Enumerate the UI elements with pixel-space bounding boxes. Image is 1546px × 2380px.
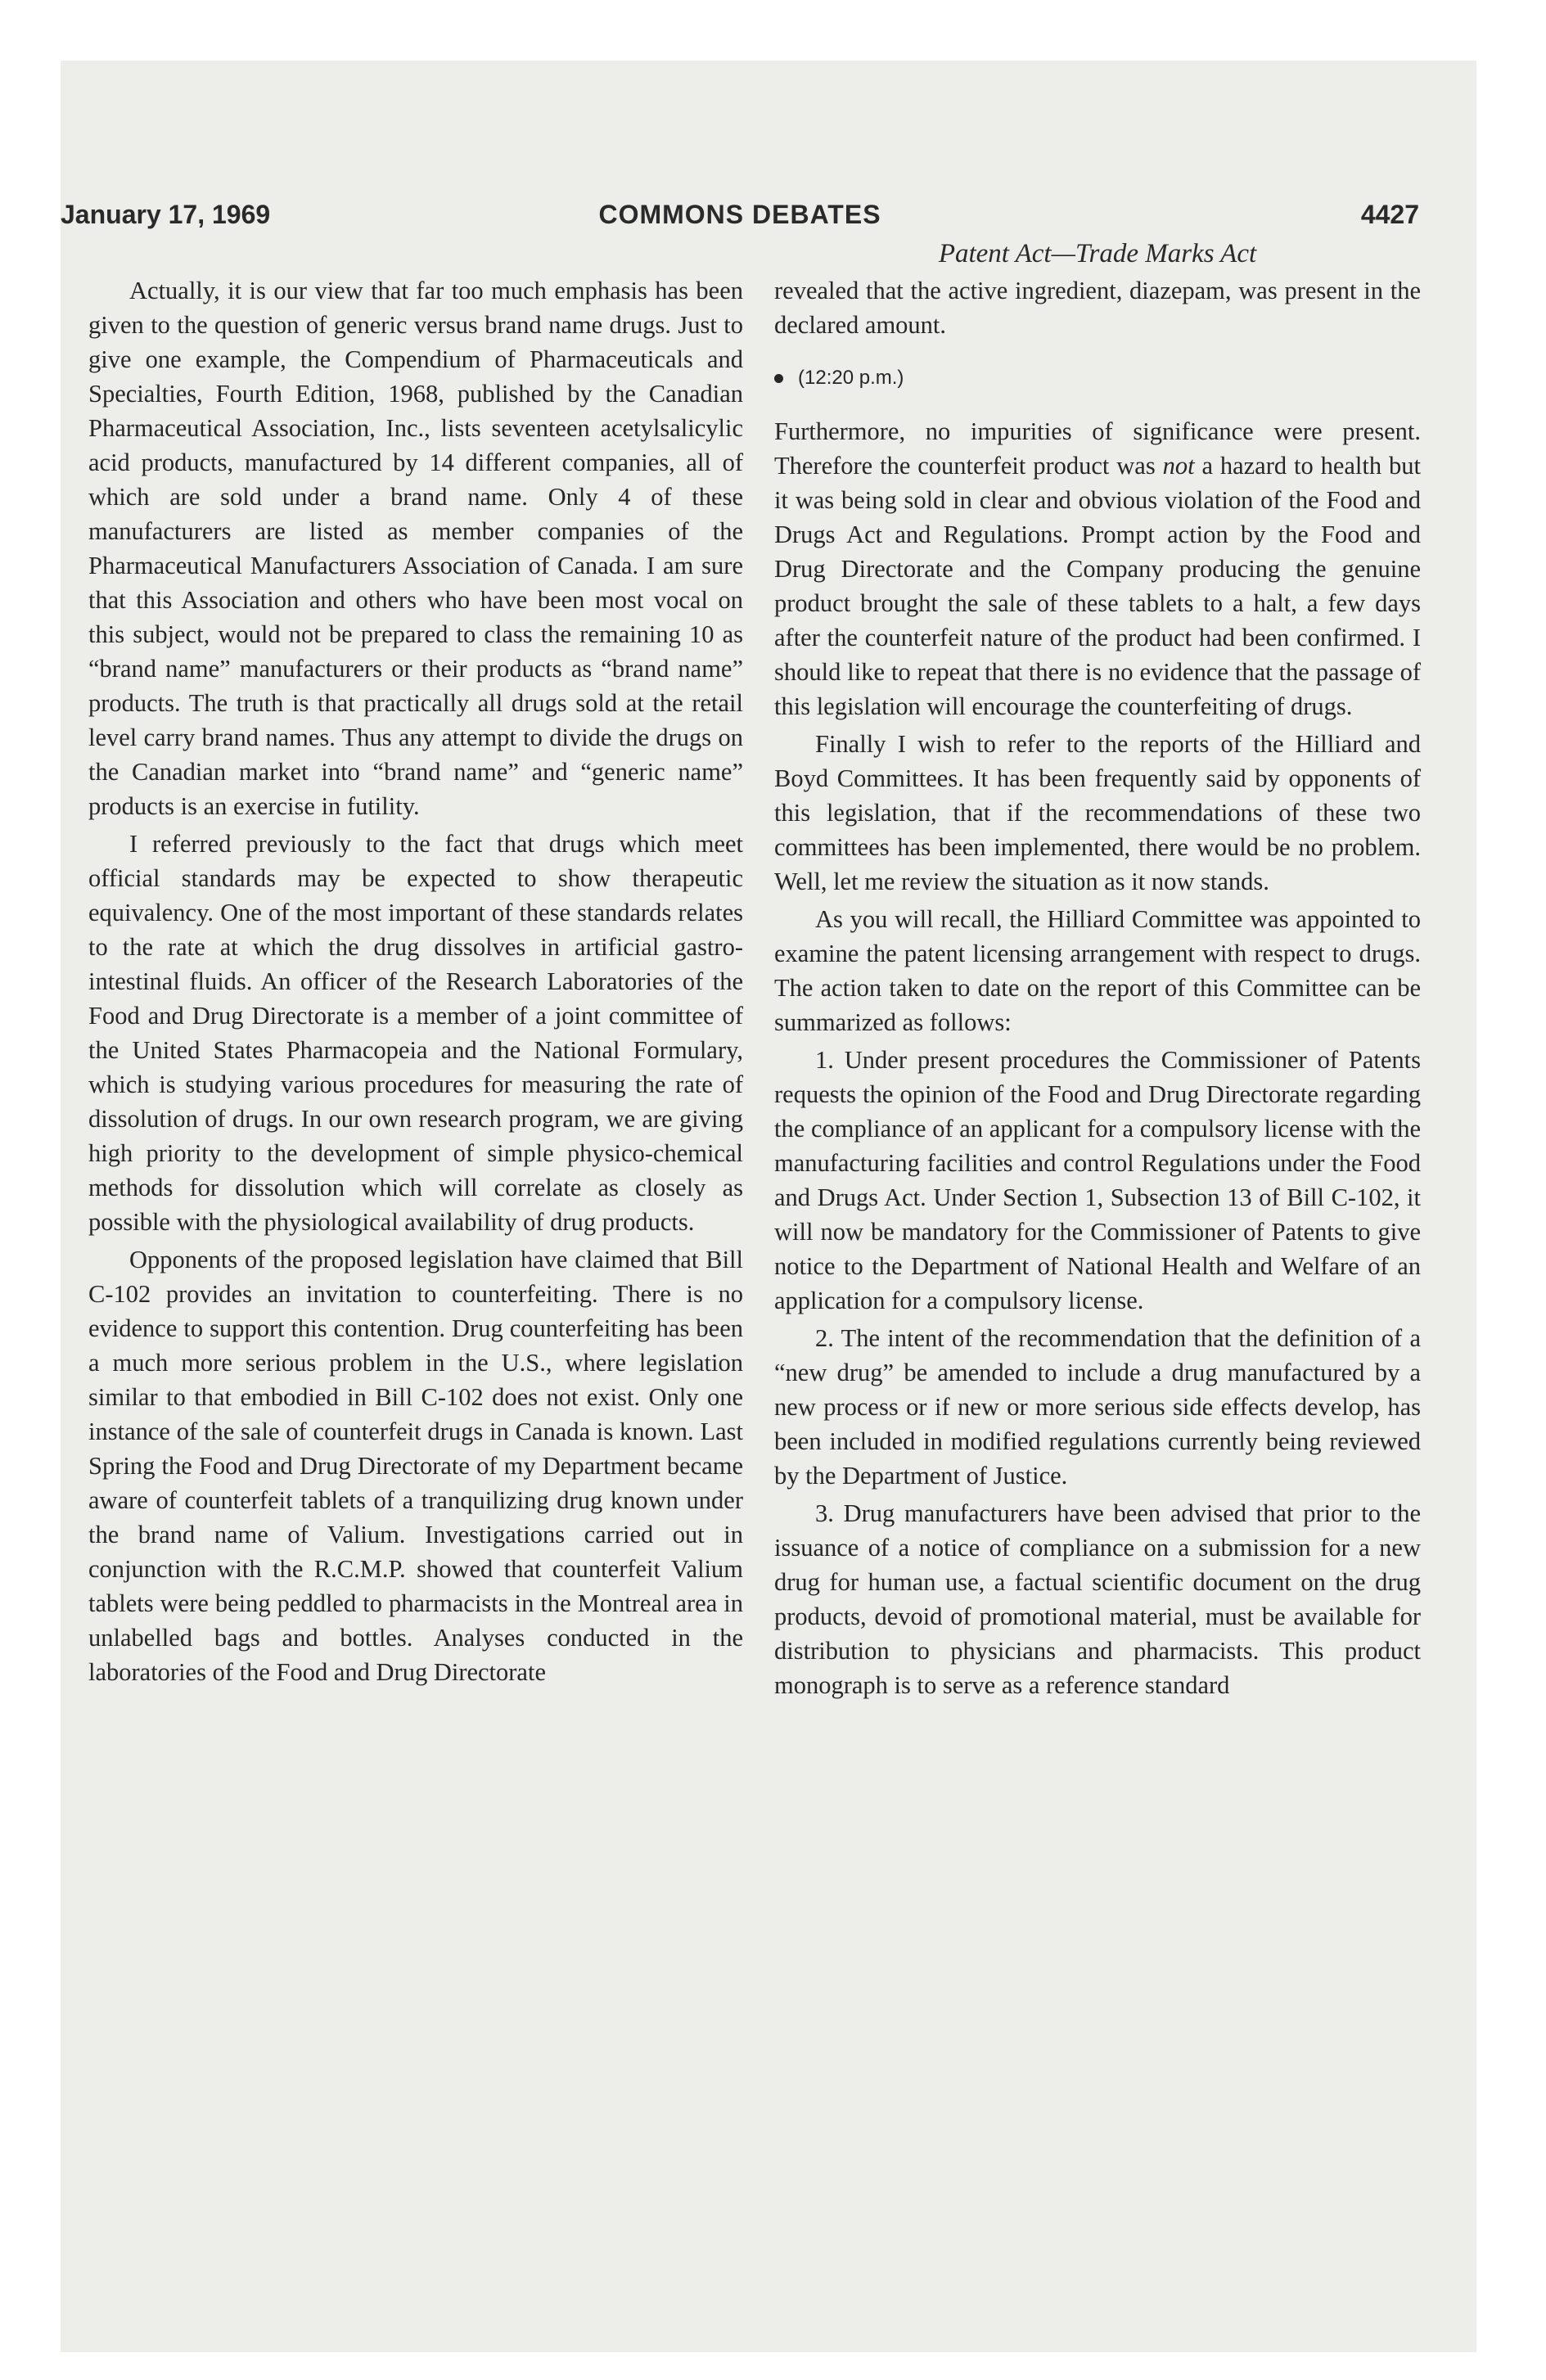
- paragraph: As you will recall, the Hilliard Committee was appointed to examine the patent licensing arrangement with respect to drugs. The action taken to date on the report of this Committee can be summarized as follows:: [774, 905, 1421, 1036]
- bullet-icon: [774, 374, 783, 383]
- header-title: COMMONS DEBATES: [598, 200, 881, 229]
- paragraph-text: Furthermore, no impurities of significance were present. Therefore the counterfeit product was: [774, 417, 1421, 480]
- paragraph: I referred previously to the fact that drugs which meet official standards may be expected to show therapeutic equivalency. One of the most important of these standards relates to the rate at which the drug dissolves in artificial gastro-intestinal fluids. An officer of the Research Laboratories of the Food and Drug Directorate is a member of a joint committee of the United States Pharmacopeia and the National Formulary, which is studying various procedures for measuring the rate of dissolution of drugs. In our own research program, we are giving high priority to the development of simple physico-chemical methods for dissolution which will correlate as closely as possible with the physiological availability of drug products.: [88, 830, 743, 1236]
- list-item: 1. Under present procedures the Commissioner of Patents requests the opinion of the Food and Drug Directorate regarding the compliance of an applicant for a compulsory license with the manufacturing facilities and control Regulations under the Food and Drugs Act. Under Section 1, Subsection 13 of Bill C-102, it will now be mandatory for the Commissioner of Patents to give notice to the Department of National Health and Welfare of an application for a compulsory license.: [774, 1046, 1421, 1314]
- list-item: 3. Drug manufacturers have been advised that prior to the issuance of a notice of compliance on a submission for a new drug for human use, a factual scientific document on the drug products, devoid of promotional material, must be available for distribution to physicians and pharmacists. This product monograph is to serve as a reference standard: [774, 1499, 1421, 1699]
- paragraph: [774, 414, 1421, 723]
- left-column: [88, 273, 743, 1693]
- paragraph: Opponents of the proposed legislation have claimed that Bill C-102 provides an invitation to counterfeiting. There is no evidence to support this contention. Drug counterfeiting has been a much more serious problem in the U.S., where legislation similar to that embodied in Bill C-102 does not exist. Only one instance of the sale of counterfeit drugs in Canada is known. Last Spring the Food and Drug Directorate of my Department became aware of counterfeit tablets of a tranquilizing drug known under the brand name of Valium. Investigations carried out in conjunction with the R.C.M.P. showed that counterfeit Valium tablets were being peddled to pharmacists in the Montreal area in unlabelled bags and bottles. Analyses conducted in the laboratories of the Food and Drug Directorate: [88, 1246, 743, 1686]
- paragraph: Finally I wish to refer to the reports of the Hilliard and Boyd Committees. It has been frequently said by opponents of this legislation, that if the recommendations of these two committees has been implemented, there would be no problem. Well, let me review the situation as it now stands.: [774, 730, 1421, 895]
- section-subtitle: Patent Act—Trade Marks Act: [938, 239, 1257, 268]
- paragraph-text: a hazard to health but it was being sold in clear and obvious violation of the Food and Drugs Act and Regulations. Prompt action by the Food and Drug Directorate and the Company producing the genuine product brought the sale of these tablets to a halt, a few days after the counterfeit nature of the product had been confirmed. I should like to repeat that there is no evidence that the passage of this legislation will encourage the counterfeiting of drugs.: [774, 452, 1421, 720]
- header-date: January 17, 1969: [61, 200, 271, 229]
- page-header: [61, 200, 1419, 236]
- timestamp: (12:20 p.m.): [798, 367, 904, 389]
- list-item: 2. The intent of the recommendation that the definition of a “new drug” be amended to include a drug manufactured by a new process or if new or more serious side effects develop, has been included in modified regulations currently being reviewed by the Department of Justice.: [774, 1324, 1421, 1490]
- emphasis-text: not: [1162, 452, 1195, 480]
- timestamp-line: [774, 363, 1421, 393]
- continued-paragraph: revealed that the active ingredient, diazepam, was present in the declared amount.: [774, 277, 1421, 339]
- page-number: 4427: [1360, 200, 1419, 229]
- paragraph: Actually, it is our view that far too much emphasis has been given to the question of generic versus brand name drugs. Just to give one example, the Compendium of Pharmaceuticals and Specialties, Fourth Edition, 1968, published by the Canadian Pharmaceutical Association, Inc., lists seventeen acetylsalicylic acid products, manufactured by 14 different companies, all of which are sold under a brand name. Only 4 of these manufacturers are listed as member companies of the Pharmaceutical Manufacturers Association of Canada. I am sure that this Association and others who have been most vocal on this subject, would not be prepared to class the remaining 10 as “brand name” manufacturers or their products as “brand name” products. The truth is that practically all drugs sold at the retail level carry brand names. Thus any attempt to divide the drugs on the Canadian market into “brand name” and “generic name” products is an exercise in futility.: [88, 277, 743, 820]
- right-column: [774, 273, 1421, 1706]
